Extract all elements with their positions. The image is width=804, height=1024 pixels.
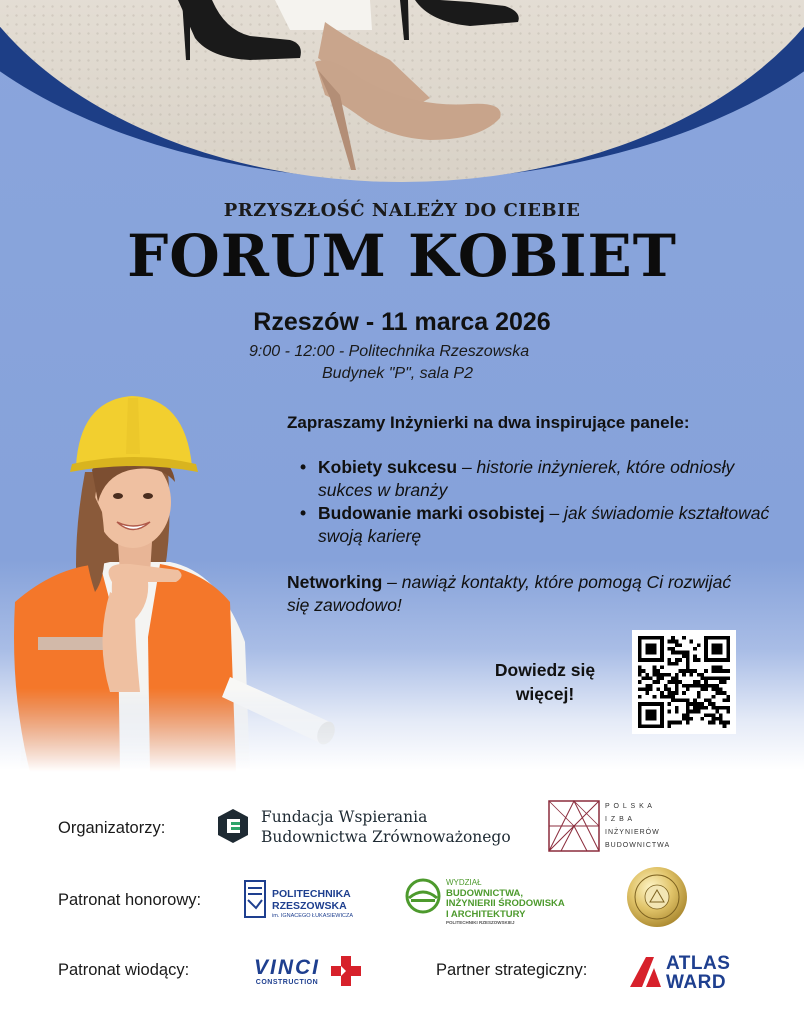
panel-title: Budowanie marki osobistej: [318, 503, 545, 523]
atlas-ward-logo-text: [666, 954, 730, 992]
panel-desc: – jak świadomie kształtować swoją karierę: [318, 503, 770, 546]
learn-more-line-2: więcej!: [515, 684, 575, 704]
qr-code[interactable]: [632, 630, 736, 734]
panel-desc: – historie inżynierek, które odniosły sukces w branży: [318, 457, 735, 500]
politechnika-line-2: RZESZOWSKA: [272, 900, 347, 912]
event-date: Rzeszów - 11 marca 2026: [253, 308, 551, 336]
organizers-label: Organizatorzy:: [58, 819, 166, 837]
wydzial-line-4: I ARCHITEKTURY: [446, 908, 526, 920]
strategic-partner-label: Partner strategiczny:: [436, 961, 588, 979]
invite-heading: Zapraszamy Inżynierki na dwa inspirujące panele:: [287, 413, 690, 432]
vinci-logo-text: [242, 958, 332, 988]
networking-text: [287, 571, 757, 617]
engineer-woman-image: [0, 392, 340, 772]
vinci-logo-icon: [330, 955, 362, 987]
wydzial-line-5: POLITECHNIKI RZESZOWSKIEJ: [446, 920, 515, 925]
learn-more-text: [480, 658, 610, 706]
vinci-line-2: CONSTRUCTION: [255, 979, 319, 986]
wydzial-line-2: BUDOWNICTWA,: [446, 887, 524, 899]
leading-patronage-label: Patronat wiodący:: [58, 961, 190, 979]
piib-line-2: I Z B A: [605, 816, 634, 823]
atlas-line-1: ATLAS: [666, 953, 731, 974]
piib-line-1: P O L S K A: [605, 803, 653, 810]
atlas-line-2: WARD: [666, 972, 727, 993]
event-room: Budynek "P", sala P2: [322, 365, 473, 382]
page-title: FORUM KOBIET: [127, 222, 677, 290]
fundacja-line-2: Budownictwa Zrównoważonego: [261, 828, 511, 846]
wydzial-logo-icon: [404, 877, 442, 915]
header-photo: [0, 0, 804, 190]
piib-line-4: BUDOWNICTWA: [605, 842, 671, 849]
networking-desc: – nawiąż kontakty, które pomogą Ci rozwijać się zawodowo!: [287, 572, 732, 615]
high-heels-image: [0, 0, 804, 190]
panel-list: [300, 456, 770, 548]
panel-title: Kobiety sukcesu: [318, 457, 458, 477]
gold-seal-icon: [626, 866, 688, 928]
fundacja-logo-text: [261, 807, 511, 847]
politechnika-logo-icon: [244, 880, 266, 918]
piib-logo-text: [605, 800, 670, 852]
kicker-text: PRZYSZŁOŚĆ NALEŻY DO CIEBIE: [223, 200, 581, 221]
list-item: [300, 456, 770, 502]
politechnika-logo-text: [272, 888, 353, 920]
networking-title: Networking: [287, 572, 383, 592]
wydzial-line-3: INŻYNIERII ŚRODOWISKA: [446, 898, 565, 909]
politechnika-line-1: POLITECHNIKA: [272, 888, 351, 900]
wydzial-line-1: WYDZIAŁ: [446, 878, 482, 887]
piib-logo-icon: [548, 800, 600, 852]
list-item: [300, 502, 770, 548]
event-time-place: 9:00 - 12:00 - Politechnika Rzeszowska: [249, 343, 530, 360]
honorary-patronage-label: Patronat honorowy:: [58, 891, 202, 909]
learn-more-line-1: Dowiedz się: [494, 660, 596, 680]
wydzial-logo-text: [446, 878, 565, 926]
piib-line-3: INŻYNIERÓW: [605, 829, 660, 836]
politechnika-line-3: im. IGNACEGO ŁUKASIEWICZA: [272, 913, 353, 919]
fundacja-line-1: Fundacja Wspierania: [261, 808, 428, 826]
atlas-ward-logo-icon: [628, 956, 662, 988]
vinci-line-1: VINCI: [253, 956, 320, 979]
fundacja-logo-icon: [216, 808, 250, 844]
